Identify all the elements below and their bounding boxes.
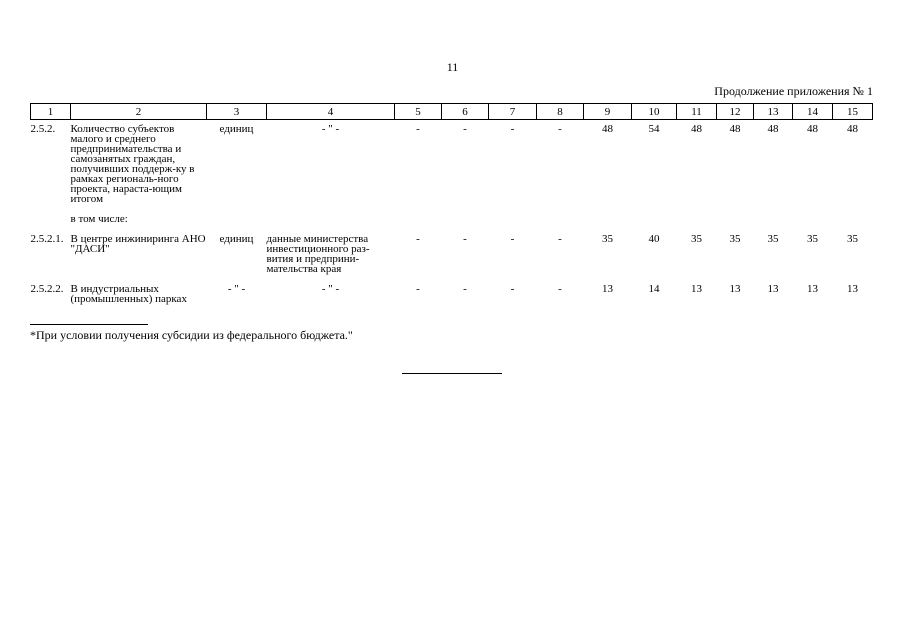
indicator-code: 2.5.2. [30, 123, 56, 135]
appendix-continuation-label: Продолжение приложения № 1 [714, 84, 873, 98]
indicator-unit: - " - [227, 283, 246, 295]
value-cell: 13 [602, 283, 613, 295]
table-row [31, 230, 873, 280]
column-header: 4 [267, 104, 395, 120]
value-cell: - [510, 233, 515, 245]
indicator-source: - " - [321, 283, 340, 295]
value-cell: 13 [807, 283, 818, 295]
value-cell: 14 [648, 283, 660, 295]
value-cell: 35 [767, 233, 779, 245]
indicator-source: данные министерства инвестиционного раз-вития и предприни-мательства края [266, 233, 370, 275]
value-cell: - [558, 233, 562, 245]
table-row [31, 120, 873, 211]
table-row [31, 280, 873, 310]
column-header: 12 [717, 104, 754, 120]
table-row [31, 210, 873, 230]
value-cell: 48 [691, 123, 702, 135]
footnote: *При условии получения субсидии из федерального бюджета." [30, 328, 353, 342]
value-cell: - [463, 233, 467, 245]
column-header: 8 [537, 104, 584, 120]
page-number: 11 [446, 60, 459, 74]
value-cell: 13 [729, 283, 741, 295]
value-cell: 48 [729, 123, 741, 135]
value-cell: 35 [807, 233, 818, 245]
indicator-name: В центре инжиниринга АНО "ДАСИ" [70, 233, 206, 255]
footnote-separator [30, 324, 148, 325]
column-header: 10 [632, 104, 677, 120]
indicator-name: В индустриальных (промышленных) парках [70, 283, 187, 305]
value-cell: 48 [807, 123, 818, 135]
value-cell: 35 [602, 233, 613, 245]
indicator-unit: единиц [219, 123, 254, 135]
column-header: 2 [71, 104, 207, 120]
end-of-document-line [402, 373, 502, 374]
value-cell: 13 [691, 283, 702, 295]
column-header: 13 [754, 104, 793, 120]
header-row [31, 104, 873, 120]
value-cell: 40 [648, 233, 660, 245]
subheading: в том числе: [70, 213, 128, 225]
value-cell: 35 [847, 233, 858, 245]
column-header: 3 [207, 104, 267, 120]
value-cell: 48 [767, 123, 779, 135]
value-cell: 48 [847, 123, 858, 135]
value-cell: - [416, 283, 420, 295]
column-header: 7 [489, 104, 537, 120]
value-cell: - [558, 123, 562, 135]
column-header: 9 [584, 104, 632, 120]
column-header: 5 [395, 104, 442, 120]
value-cell: 35 [729, 233, 741, 245]
value-cell: - [510, 283, 515, 295]
value-cell: - [558, 283, 562, 295]
value-cell: - [463, 123, 467, 135]
value-cell: 54 [648, 123, 660, 135]
column-header: 15 [833, 104, 873, 120]
value-cell: 13 [847, 283, 858, 295]
indicator-source: - " - [321, 123, 340, 135]
column-header: 14 [793, 104, 833, 120]
indicator-unit: единиц [219, 233, 254, 245]
value-cell: 35 [691, 233, 702, 245]
indicator-code: 2.5.2.2. [30, 283, 64, 295]
column-header: 11 [677, 104, 717, 120]
indicators-table [30, 103, 873, 310]
value-cell: - [416, 123, 420, 135]
value-cell: 13 [767, 283, 779, 295]
value-cell: - [463, 283, 467, 295]
column-header: 6 [442, 104, 489, 120]
indicator-name: Количество субъектов малого и среднего предпринимательства и самозанятых граждан, получивших поддерж-ку в рамках региональ-ного проекта, нараста-ющим итогом [70, 123, 195, 205]
column-header: 1 [31, 104, 71, 120]
indicator-code: 2.5.2.1. [30, 233, 64, 245]
value-cell: - [510, 123, 515, 135]
value-cell: - [416, 233, 420, 245]
value-cell: 48 [602, 123, 613, 135]
